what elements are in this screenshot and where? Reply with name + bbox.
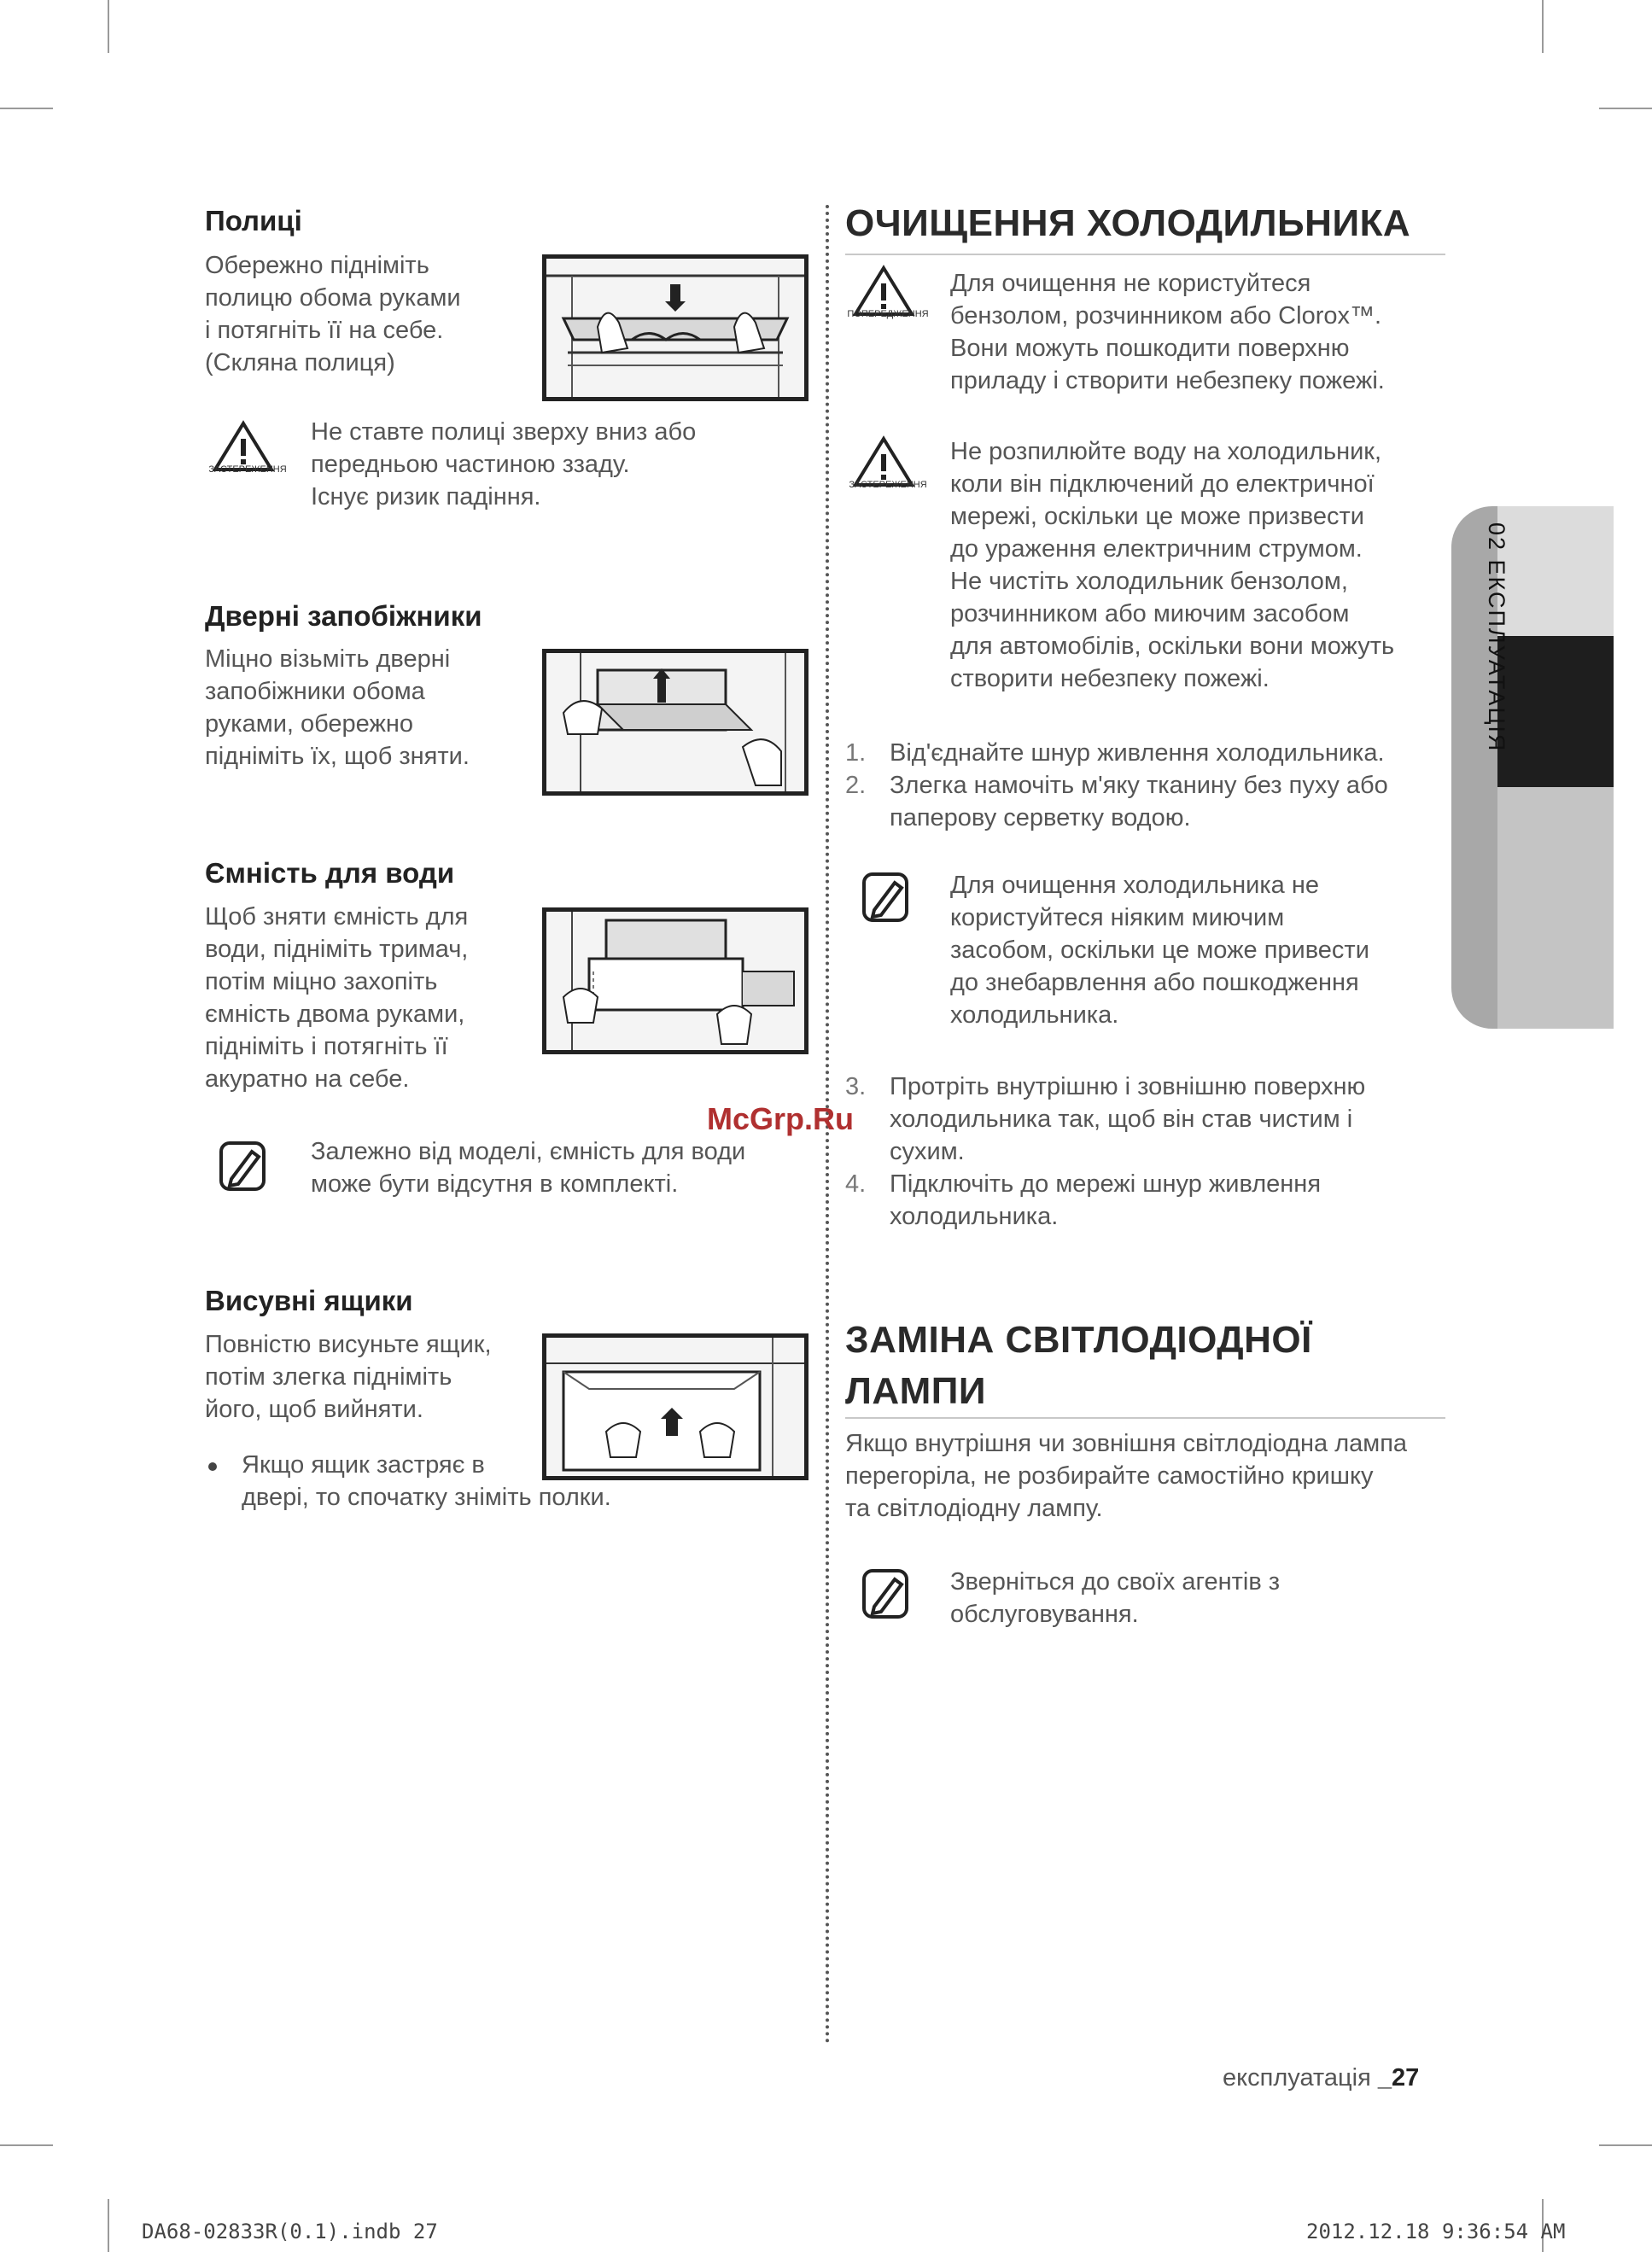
cleaning-warning2-text: Не розпилюйте воду на холодильник, коли він підключений до електричної мережі, оскільки це може призвести до ураження електричним струмом. Не чистіть холодильник бензолом, розчинником або миючим засобом для автомобілів, оскільки вони можуть створити небезпеку пожежі. <box>950 438 1395 692</box>
cleaning-heading: ОЧИЩЕННЯ ХОЛОДИЛЬНИКА <box>845 202 1411 244</box>
drawers-text: Повністю висуньте ящик, потім злегка підніміть його, щоб вийняти. <box>205 1331 492 1423</box>
chapter-tab-label: 02 ЕКСПЛУАТАЦІЯ <box>1484 522 1509 753</box>
note-icon <box>861 871 912 925</box>
cleaning-warning1-text: Для очищення не користуйтеся бензолом, розчинником або Clorox™. Вони можуть пошкодити поверхню приладу і створити небезпеку пожежі. <box>950 270 1385 394</box>
page-footer <box>1223 2064 1419 2092</box>
cleaning-note-text: Для очищення холодильника не користуйтеся ніяким миючим засобом, оскільки це може привести до знебарвлення або пошкодження холодильника. <box>950 872 1369 1029</box>
slug-file: DA68-02833R(0.1).indb 27 <box>142 2220 438 2243</box>
led-note-text: Зверніться до своїх агентів з обслуговування. <box>950 1568 1281 1628</box>
door-guard-illustration <box>542 649 808 796</box>
drawers-bullet-text: Якщо ящик застряє в дверi, то спочатку зніміть полки. <box>242 1451 611 1511</box>
cleaning-steps-b <box>845 1071 1443 1233</box>
list-item: 1. Від'єднайте шнур живлення холодильника. <box>845 739 1385 767</box>
warning-label: ЗАСТЕРЕЖЕННЯ <box>208 464 287 475</box>
crop-mark <box>1542 0 1544 53</box>
bullet-dot <box>208 1462 217 1471</box>
crop-mark <box>1599 2144 1652 2146</box>
led-text: Якщо внутрішня чи зовнішня світлодіодна лампа перегоріла, не розбирайте самостійно кришку та світлодіодну лампу. <box>845 1430 1408 1522</box>
slug-date: 2012.12.18 9:36:54 AM <box>1306 2220 1566 2243</box>
shelves-warning-text: Не ставте полиці зверху вниз або передньою частиною ззаду. Існує ризик падіння. <box>311 418 697 510</box>
note-icon <box>218 1140 269 1194</box>
warning-icon <box>845 265 922 333</box>
drawers-heading: Висувні ящики <box>205 1285 413 1316</box>
watermark: McGrp.Ru <box>707 1101 855 1136</box>
led-heading: ЗАМІНА СВІТЛОДІОДНОЇ ЛАМПИ <box>845 1319 1312 1412</box>
door-guards-text: Міцно візьміть дверні запобіжники обома руками, обережно підніміть їх, щоб зняти. <box>205 645 470 770</box>
note-icon <box>861 1567 912 1622</box>
list-item: 3. Протріть внутрішню і зовнішню поверхню холодильника так, щоб він став чистим і сухим. <box>845 1073 1366 1165</box>
crop-mark <box>0 2144 53 2146</box>
footer-section: експлуатація <box>1223 2064 1371 2092</box>
heading-rule <box>845 254 1445 255</box>
chapter-tab-segment <box>1497 506 1614 636</box>
chapter-tab-segment <box>1497 787 1614 1029</box>
warning-icon <box>205 420 282 488</box>
list-item: 4. Підключіть до мережі шнур живлення холодильника. <box>845 1170 1322 1230</box>
shelves-heading: Полиці <box>205 205 302 236</box>
crop-mark <box>0 108 53 109</box>
crop-mark <box>1599 108 1652 109</box>
list-item: 2. Злегка намочіть м'яку тканину без пуху або паперову серветку водою. <box>845 772 1388 831</box>
page-number: _27 <box>1377 2064 1420 2092</box>
water-tank-heading: Ємність для води <box>205 857 455 889</box>
shelves-text: Обережно підніміть полицю обома руками і потягніть її на себе. (Скляна полиця) <box>205 252 461 376</box>
shelf-illustration <box>542 254 808 401</box>
crop-mark <box>108 0 109 53</box>
door-guards-heading: Дверні запобіжники <box>205 600 482 632</box>
warning-label: ПОПЕРЕДЖЕННЯ <box>847 309 929 319</box>
cleaning-steps-a <box>845 737 1443 834</box>
chapter-tab-marker <box>1497 636 1614 787</box>
water-tank-note-text: Залежно від моделі, ємність для води може бути відсутня в комплекті. <box>311 1138 746 1198</box>
warning-icon <box>845 435 922 504</box>
crop-mark <box>108 2199 109 2252</box>
heading-rule <box>845 1417 1445 1419</box>
warning-label: ЗАСТЕРЕЖЕННЯ <box>849 480 927 490</box>
water-tank-illustration <box>542 907 808 1054</box>
water-tank-text: Щоб зняти ємність для води, підніміть тримач, потім міцно захопіть ємність двома руками, підніміть і потягніть її акуратно на себе. <box>205 903 469 1093</box>
